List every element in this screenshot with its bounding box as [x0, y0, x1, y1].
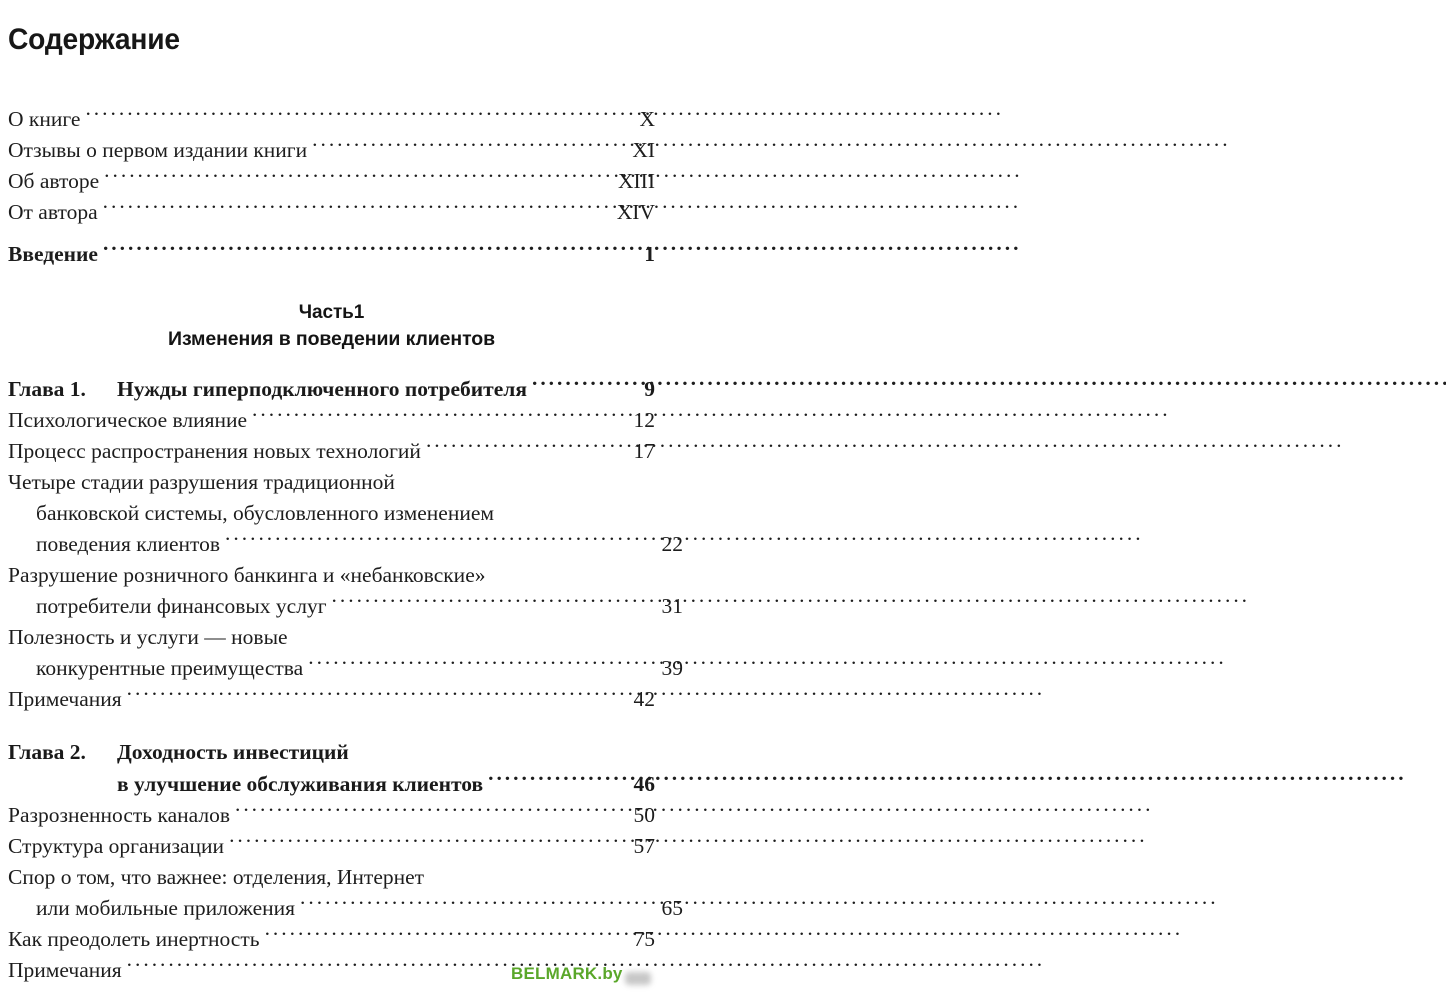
chapter-title: Нужды гиперподключенного потребителя: [117, 377, 527, 401]
toc-entry-label: конкурентные преимущества: [36, 656, 304, 680]
part-title: Изменения в поведении клиентов: [168, 328, 495, 350]
toc-entry-label: Процесс распространения новых технологий: [8, 439, 421, 463]
toc-entry-line: [8, 197, 655, 228]
toc-entry-line: [8, 436, 655, 467]
toc-entry-label: Отзывы о первом издании книги: [8, 138, 308, 162]
chapter-title-line-1: Доходность инвестиций: [117, 740, 349, 764]
toc-entry-label: или мобильные приложения: [36, 896, 296, 920]
chapter-label: Глава 2.: [8, 740, 86, 764]
dot-leader: [127, 685, 632, 707]
toc-entry-label: банковской системы, обусловленного изменением: [36, 501, 494, 525]
table-of-contents: [8, 104, 683, 986]
toc-entry-line: [8, 239, 655, 270]
toc-entry-line-1: [8, 467, 655, 498]
dot-leader: [312, 136, 630, 158]
toc-page-number: XIII: [617, 169, 655, 193]
toc-page-number: 12: [633, 408, 655, 432]
toc-entry-label: Как преодолеть инертность: [8, 927, 260, 951]
toc-section-2-2[interactable]: [8, 831, 655, 862]
toc-page-number: 42: [633, 687, 655, 711]
dot-leader: [229, 832, 631, 854]
dot-leader: [103, 240, 642, 262]
toc-entry-label: Разрушение розничного банкинга и «небанковские»: [8, 563, 486, 587]
watermark-blur-blob: [625, 972, 651, 985]
toc-page-number: 1: [644, 242, 655, 266]
toc-entry-label: Разрозненность каналов: [8, 803, 230, 827]
toc-entry-label: Примечания: [8, 958, 122, 982]
toc-page-number: X: [639, 107, 655, 131]
dot-leader: [103, 198, 615, 220]
toc-entry-front-4[interactable]: [8, 197, 655, 228]
toc-entry-label: поведения клиентов: [36, 532, 221, 556]
toc-section-1-6[interactable]: [8, 684, 655, 715]
dot-leader: [85, 105, 637, 127]
toc-entry-label: Четыре стадии разрушения традиционной: [8, 470, 395, 494]
chapter-title: в улучшение обслуживания клиентов: [117, 772, 484, 796]
spacer: [8, 715, 655, 736]
toc-page-number: 65: [661, 896, 683, 920]
toc-section-1-2[interactable]: [8, 436, 655, 467]
toc-page-number: 17: [633, 439, 655, 463]
toc-page-number: 22: [661, 532, 683, 556]
dot-leader: [300, 894, 659, 916]
chapter-label: Глава 1.: [8, 377, 86, 401]
toc-page-number: XIV: [616, 200, 655, 224]
toc-entry-label: От автора: [8, 200, 98, 224]
dot-leader: [488, 770, 631, 792]
dot-leader: [308, 654, 659, 676]
toc-page-number: 50: [633, 803, 655, 827]
toc-entry-line: [8, 831, 655, 862]
dot-leader: [235, 801, 632, 823]
toc-entry-label: Об авторе: [8, 169, 100, 193]
part-heading: [8, 300, 655, 352]
toc-page-number: 39: [661, 656, 683, 680]
toc-entry-line: [8, 684, 655, 715]
toc-entry-label: Психологическое влияние: [8, 408, 248, 432]
toc-page-number: XI: [632, 138, 655, 162]
spacer: [8, 270, 655, 300]
dot-leader: [532, 375, 642, 397]
toc-section-1-4[interactable]: [8, 560, 683, 622]
watermark-belmark: BELMARK.by: [511, 964, 623, 983]
toc-page-number: 9: [644, 377, 655, 401]
toc-entry-line-2: [8, 591, 683, 622]
page-title: Содержание: [8, 23, 180, 57]
toc-page: [0, 0, 683, 1000]
dot-leader: [225, 530, 659, 552]
toc-entry-label: Структура организации: [8, 834, 225, 858]
dot-leader: [426, 437, 632, 459]
toc-entry-label: О книге: [8, 107, 81, 131]
toc-entry-label: Спор о том, что важнее: отделения, Интернет: [8, 865, 425, 889]
toc-entry-label: Примечания: [8, 687, 122, 711]
dot-leader: [265, 925, 632, 947]
toc-entry-label: Полезность и услуги — новые: [8, 625, 288, 649]
toc-section-1-3[interactable]: [8, 467, 683, 560]
dot-leader: [332, 592, 660, 614]
toc-page-number: 31: [661, 594, 683, 618]
dot-leader: [252, 406, 631, 428]
toc-page-number: 75: [633, 927, 655, 951]
toc-entry-label: потребители финансовых услуг: [36, 594, 327, 618]
dot-leader: [104, 167, 616, 189]
toc-entry-introduction[interactable]: [8, 239, 655, 270]
toc-page-number: 57: [633, 834, 655, 858]
part-number: Часть1: [298, 302, 365, 323]
toc-page-number: 46: [633, 772, 655, 796]
toc-entry-label: Введение: [8, 242, 98, 266]
toc-entry-line-3: [8, 529, 683, 560]
